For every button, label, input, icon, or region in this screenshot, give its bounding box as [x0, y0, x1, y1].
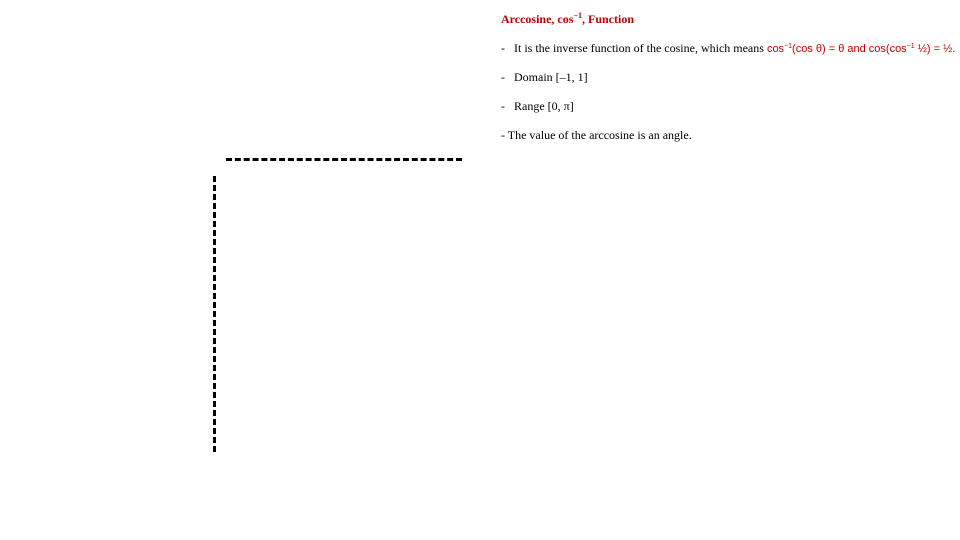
formula-part-c: ½) = ½.	[914, 43, 956, 55]
formula-part-a: cos	[766, 43, 785, 55]
title-suffix: , Function	[582, 12, 635, 26]
bullet-range	[501, 99, 574, 114]
formula-sup-a: −1	[784, 43, 793, 50]
bullet-marker: -	[501, 99, 505, 113]
bullet-inverse-definition	[501, 41, 955, 56]
note-arccosine-angle: - The value of the arccosine is an angle.	[501, 128, 692, 142]
title-text: Arccosine, cos	[501, 12, 574, 26]
dashed-vertical-line	[213, 176, 216, 452]
inverse-formula	[767, 43, 955, 55]
bullet-marker: -	[501, 41, 505, 55]
bullet-text: Domain [–1, 1]	[514, 70, 588, 84]
bullet-marker: -	[501, 70, 505, 84]
bullet-text: It is the inverse function of the cosine, which means	[514, 41, 767, 55]
formula-part-b: (cos θ) = θ and cos(cos	[792, 43, 907, 55]
slide-title	[501, 11, 634, 27]
dashed-horizontal-line	[226, 158, 462, 161]
bullet-text: Range [0, π]	[514, 99, 574, 113]
formula-sup-b: −1	[906, 43, 915, 50]
title-superscript: −1	[573, 11, 582, 20]
bullet-domain	[501, 70, 588, 85]
